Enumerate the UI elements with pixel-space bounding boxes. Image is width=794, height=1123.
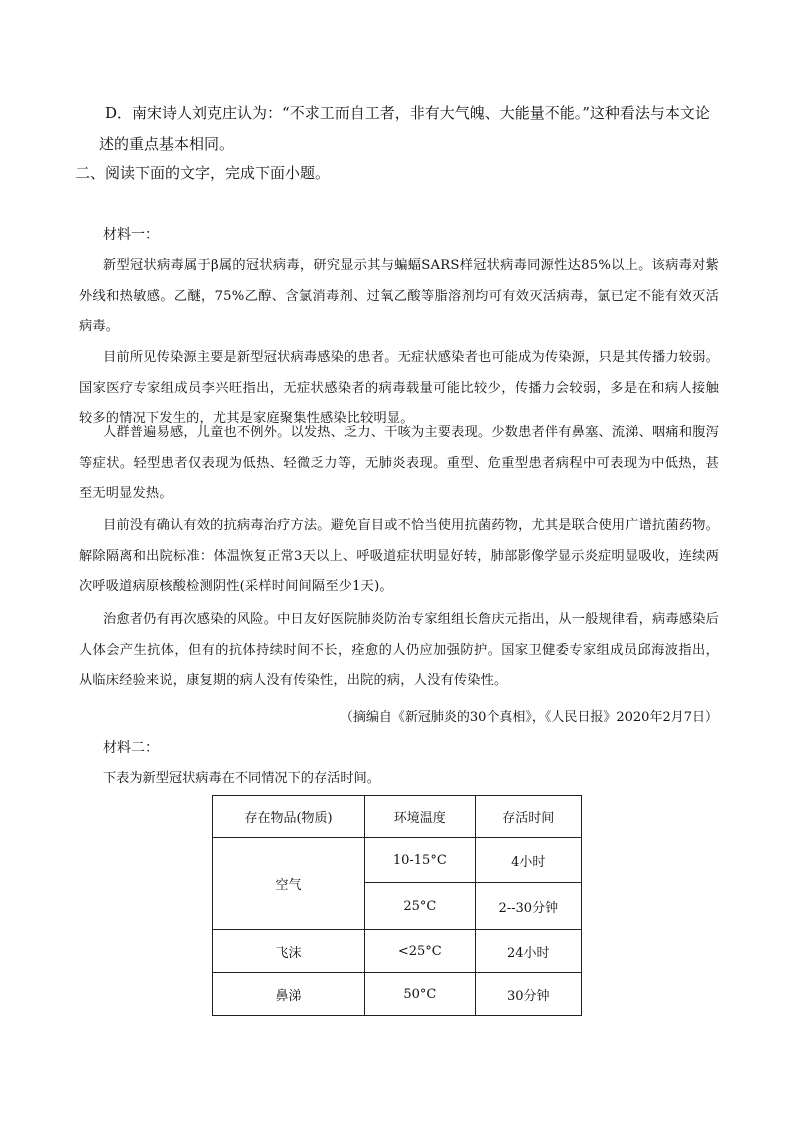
table-cell-temp: <25°C bbox=[365, 930, 476, 973]
table-cell-item: 飞沫 bbox=[213, 930, 365, 973]
material-1-label: 材料一： bbox=[103, 227, 159, 243]
material-1-paragraph: 新型冠状病毒属于β属的冠状病毒，研究显示其与蝙蝠SARS样冠状病毒同源性达85%以上。该病毒对紫外线和热敏感。乙醚，75%乙醇、含氯消毒剂、过氧乙酸等脂溶剂均可有效灭活病毒，氯已定不能有效灭活病毒。 bbox=[79, 258, 719, 334]
table-header-cell: 环境温度 bbox=[365, 796, 476, 838]
table-row bbox=[213, 838, 582, 883]
table-header-cell: 存在物品(物质) bbox=[213, 796, 365, 838]
material-2-intro: 下表为新型冠状病毒在不同情况下的存活时间。 bbox=[103, 771, 380, 786]
table-cell-item: 空气 bbox=[213, 838, 365, 930]
table-cell-temp: 10-15°C bbox=[365, 838, 476, 883]
option-d-text: D．南宋诗人刘克庄认为：“不求工而自工者，非有大气魄、大能量不能。”这种看法与本文论述的重点基本相同。 bbox=[99, 104, 710, 153]
material-1-paragraph: 目前没有确认有效的抗病毒治疗方法。避免盲目或不恰当使用抗菌药物，尤其是联合使用广谱抗菌药物。解除隔离和出院标准：体温恢复正常3天以上、呼吸道症状明显好转，肺部影像学显示炎症明显吸收，连续两次呼吸道病原核酸检测阴性(采样时间间隔至少1天)。 bbox=[79, 518, 719, 594]
table-row bbox=[213, 930, 582, 973]
material-1-paragraph: 人群普遍易感，儿童也不例外。以发热、乏力、干咳为主要表现。少数患者伴有鼻塞、流涕、咽痛和腹泻等症状。轻型患者仅表现为低热、轻微乏力等，无肺炎表现。重型、危重型患者病程中可表现为中低热，甚至无明显发热。 bbox=[79, 425, 719, 501]
table-header-row bbox=[213, 796, 582, 838]
table-cell-temp: 50°C bbox=[365, 973, 476, 1016]
material-1-source: （摘编自《新冠肺炎的30个真相》，《人民日报》2020年2月7日） bbox=[339, 710, 718, 725]
section-heading: 二、阅读下面的文字，完成下面小题。 bbox=[75, 164, 331, 182]
table-cell-time: 4小时 bbox=[475, 838, 581, 883]
table-cell-item: 鼻涕 bbox=[213, 973, 365, 1016]
material-1-paragraph: 治愈者仍有再次感染的风险。中日友好医院肺炎防治专家组组长詹庆元指出，从一般规律看，病毒感染后人体会产生抗体，但有的抗体持续时间不长，痊愈的人仍应加强防护。国家卫健委专家组成员邱海波指出，从临床经验来说，康复期的病人没有传染性，出院的病，人没有传染性。 bbox=[79, 612, 719, 688]
table-header-cell: 存活时间 bbox=[475, 796, 581, 838]
table-cell-time: 2--30分钟 bbox=[475, 883, 581, 930]
material-1-paragraph: 目前所见传染源主要是新型冠状病毒感染的患者。无症状感染者也可能成为传染源，只是其传播力较弱。国家医疗专家组成员李兴旺指出，无症状感染者的病毒载量可能比较少，传播力会较弱，多是在和病人接触较多的情况下发生的，尤其是家庭聚集性感染比较明显。 bbox=[79, 350, 719, 426]
table-row bbox=[213, 973, 582, 1016]
table-cell-temp: 25°C bbox=[365, 883, 476, 930]
table-cell-time: 30分钟 bbox=[475, 973, 581, 1016]
material-2-label: 材料二： bbox=[103, 740, 159, 756]
table-cell-time: 24小时 bbox=[475, 930, 581, 973]
survival-time-table bbox=[212, 795, 582, 1016]
